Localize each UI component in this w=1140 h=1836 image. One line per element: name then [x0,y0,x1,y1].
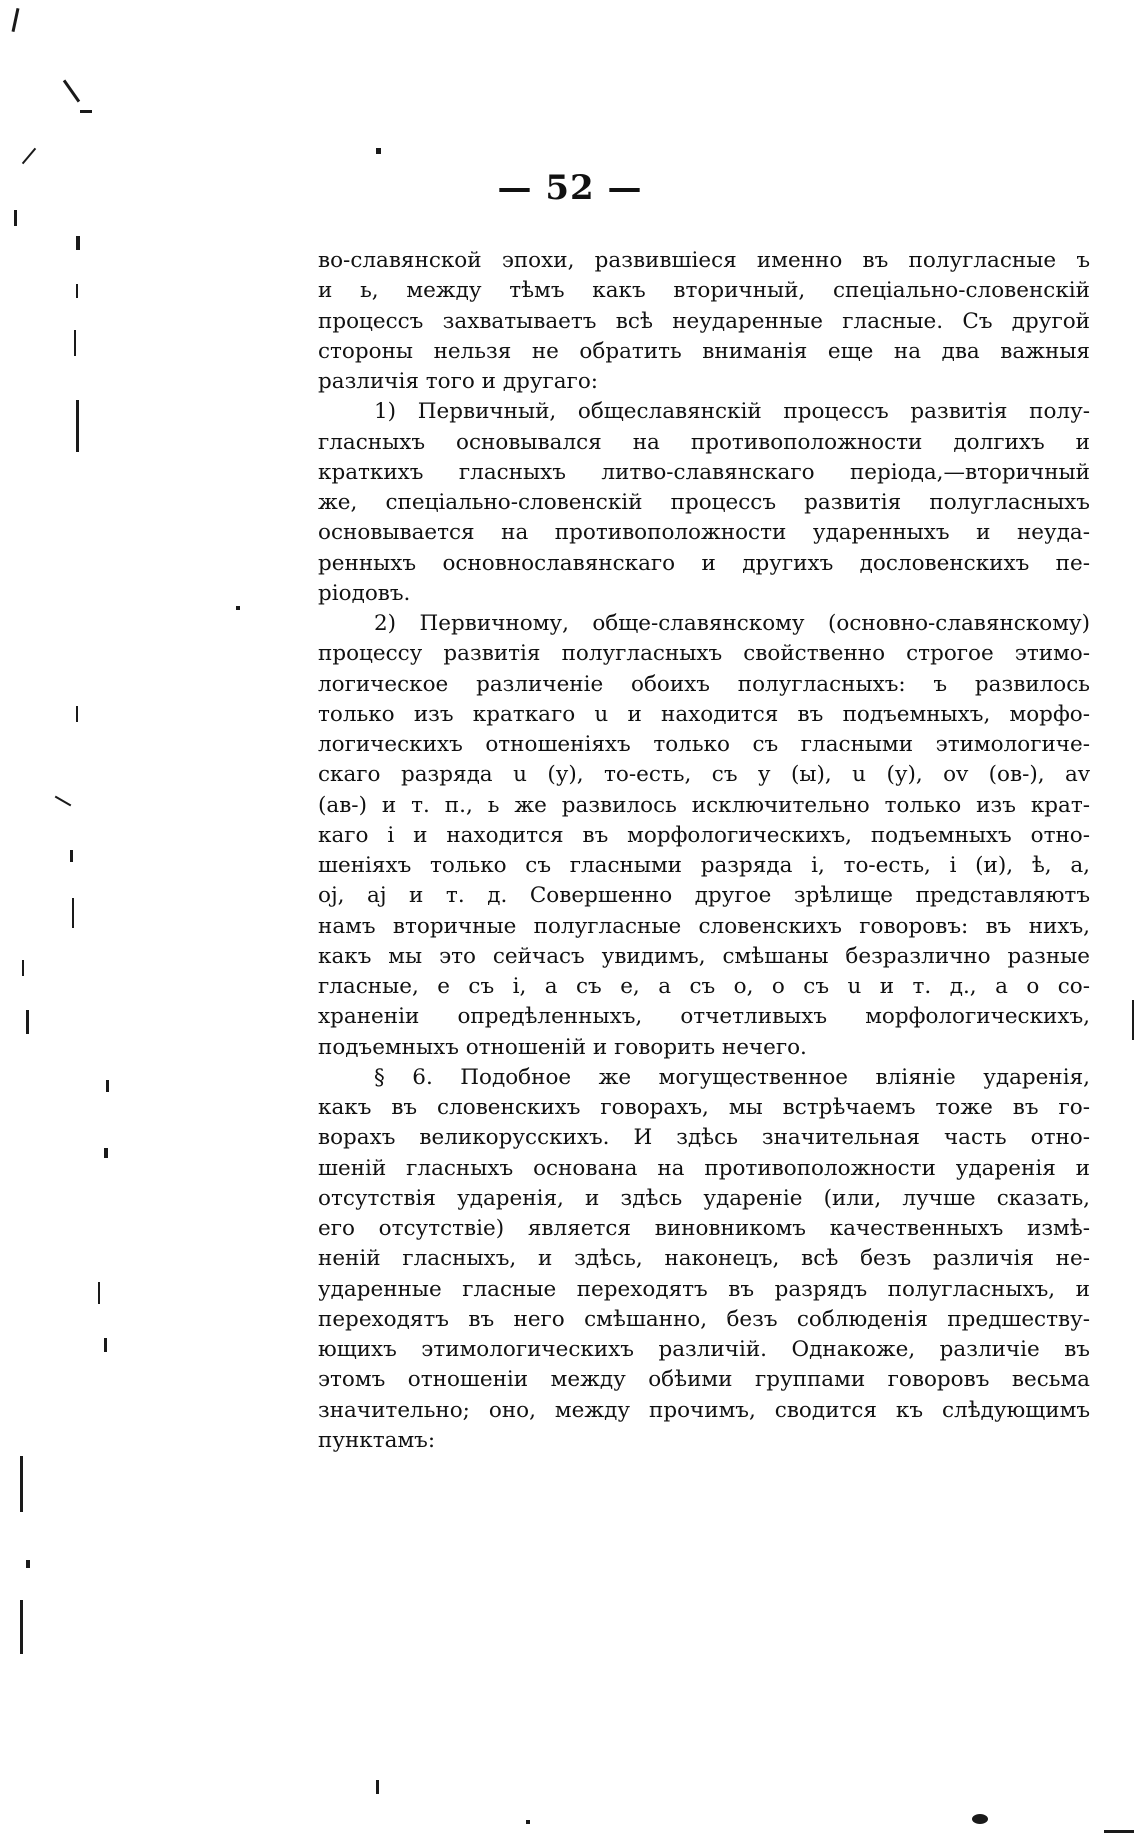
scan-speck [236,606,240,610]
text-line: 1) Первичный, общеславянскій процессъ развитія полу- [374,399,1090,425]
text-line: только изъ краткаго u и находится въ подъемныхъ, морфо- [318,701,1090,727]
scan-speck [104,1148,108,1158]
body-text [318,246,1090,1456]
text-line: гласные, е съ і, а съ е, а съ о, о съ u и т. д., а о со- [318,974,1090,999]
scan-speck [63,79,80,102]
scan-speck [76,236,80,250]
text-line: неній гласныхъ, и здѣсь, наконецъ, всѣ безъ различія не- [318,1246,1090,1272]
text-line: 2) Первичному, обще-славянскому (основно-славянскому) [374,611,1090,636]
text-line: скаго разряда u (у), то-есть, съ у (ы), u (у), ov (ов-), av [318,762,1090,788]
text-line: ударенные гласные переходятъ въ разрядъ полугласныхъ, и [318,1276,1090,1302]
text-line: во-славянской эпохи, развившіеся именно въ полугласные ъ [318,248,1090,273]
text-line: гласныхъ основывался на противоположности долгихъ и [318,429,1090,455]
text-line: какъ мы это сейчасъ увидимъ, смѣшаны безразлично разные [318,943,1090,969]
text-line: различія того и другаго: [318,369,599,394]
text-line: же, спеціально-словенскій процессъ развитія полугласныхъ [318,490,1090,515]
text-line: храненіи опредѣленныхъ, отчетливыхъ морфологическихъ, [318,1004,1090,1030]
text-line: его отсутствіе) является виновникомъ качественныхъ измѣ- [318,1216,1090,1241]
text-line: стороны нельзя не обратить вниманія еще на два важныя [318,338,1090,364]
text-line: этомъ отношеніи между обѣими группами говоровъ весьма [318,1367,1090,1393]
scan-speck [80,110,92,113]
scan-speck [526,1820,530,1824]
text-line: переходятъ въ него смѣшанно, безъ соблюденія предшеству- [318,1306,1090,1332]
text-line: значительно; оно, между прочимъ, сводится къ слѣдующимъ [318,1397,1090,1423]
scan-speck [12,8,20,32]
text-line: оj, аj и т. д. Совершенно другое зрѣлище представляютъ [318,883,1090,909]
text-line: (ав-) и т. п., ь же развилось исключительно только изъ крат- [318,792,1090,818]
scan-speck [70,850,73,862]
scan-speck [104,1338,107,1352]
scan-speck [376,148,381,154]
scan-speck [76,706,78,722]
scan-speck [72,898,74,928]
scan-speck [376,1780,379,1794]
text-line: основывается на противоположности ударенныхъ и неуда- [318,520,1090,546]
scan-speck [22,960,24,976]
scan-speck [74,330,76,356]
text-line: пунктамъ: [318,1427,436,1453]
text-line: ріодовъ. [318,580,411,606]
text-line: процессу развитія полугласныхъ свойственно строгое этимо- [318,641,1090,667]
scan-speck [26,1010,29,1034]
scan-speck [76,284,78,298]
text-line: каго і и находится въ морфологическихъ, подъемныхъ отно- [318,822,1090,848]
text-line: логическое различеніе обоихъ полугласныхъ: ъ развилось [318,671,1090,697]
text-line: § 6. Подобное же могущественное вліяніе ударенія, [374,1064,1090,1090]
scan-speck [98,1282,100,1304]
scan-speck [1132,1000,1134,1040]
text-line: ворахъ великорусскихъ. И здѣсь значительная часть отно- [318,1125,1090,1151]
text-line: шеній гласныхъ основана на противоположности ударенія и [318,1155,1090,1181]
scan-speck [76,400,79,452]
page-number: — 52 — [497,168,643,208]
text-line: подъемныхъ отношеній и говорить нечего. [318,1034,807,1060]
scan-speck [55,796,72,807]
scan-speck [106,1080,109,1092]
scan-speck [14,210,17,226]
scan-speck [22,148,36,165]
text-line: и ь, между тѣмъ какъ вторичный, спеціально-словенскій [318,278,1090,304]
scan-speck [20,1600,23,1654]
text-line: краткихъ гласныхъ литво-славянскаго періода,—вторичный [318,459,1090,485]
text-line: процессъ захватываетъ всѣ неударенные гласные. Съ другой [318,308,1090,334]
scan-speck [20,1456,23,1512]
text-line: шеніяхъ только съ гласными разряда і, то-есть, і (и), ѣ, а, [318,853,1090,878]
scan-speck [26,1560,30,1568]
text-line: какъ въ словенскихъ говорахъ, мы встрѣчаемъ тоже въ го- [318,1095,1090,1120]
text-line: намъ вторичные полугласные словенскихъ говоровъ: въ нихъ, [318,913,1090,939]
text-line: ющихъ этимологическихъ различій. Однакоже, различіе въ [318,1337,1090,1362]
scan-speck [1104,1830,1134,1833]
text-line: ренныхъ основнославянскаго и другихъ дословенскихъ пе- [318,550,1090,576]
text-line: логическихъ отношеніяхъ только съ гласными этимологиче- [318,732,1090,757]
text-line: отсутствія ударенія, и здѣсь удареніе (или, лучше сказать, [318,1185,1090,1211]
scan-speck [972,1814,988,1824]
